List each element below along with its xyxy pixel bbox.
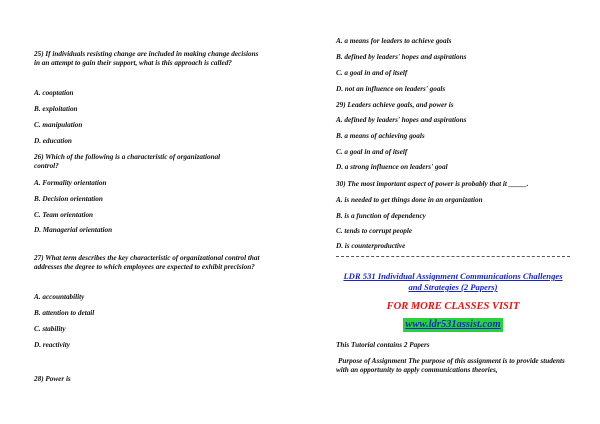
question-25-option-d: D. education <box>34 137 72 145</box>
question-25-text: 25) If individuals resisting change are included in making change decisions in an attempt to gain their support, what is this approach is called? <box>34 50 259 67</box>
question-27-option-b: B. attention to detail <box>34 309 95 317</box>
question-26-option-b: B. Decision orientation <box>34 195 103 203</box>
question-25-option-b: B. exploitation <box>34 105 78 113</box>
question-28-option-a: A. a means for leaders to achieve goals <box>336 37 452 45</box>
question-28-option-c: C. a goal in and of itself <box>336 69 408 77</box>
question-30-option-b: B. is a function of dependency <box>336 212 426 220</box>
question-25-option-a: A. cooptation <box>34 89 74 97</box>
question-29-option-b: B. a means of achieving goals <box>336 132 425 140</box>
website-wrapper <box>336 318 570 332</box>
question-30-text: 30) The most important aspect of power is probably that it _____. <box>336 180 529 188</box>
question-28-option-b: B. defined by leaders' hopes and aspirations <box>336 53 467 61</box>
section-divider <box>336 256 570 257</box>
question-27-text: 27) What term describes the key characteristic of organizational control that addresses the degree to which employees are expected to exhibit precision? <box>34 254 260 271</box>
question-26-option-a: A. Formality orientation <box>34 179 107 187</box>
question-29-text: 29) Leaders achieve goals, and power is <box>336 101 454 109</box>
question-29-option-a: A. defined by leaders' hopes and aspirations <box>336 116 467 124</box>
question-28-text: 28) Power is <box>34 375 71 383</box>
question-28-option-d: D. not an influence on leaders' goals <box>336 85 446 93</box>
question-25-option-c: C. manipulation <box>34 121 83 129</box>
question-26-option-d: D. Managerial orientation <box>34 226 113 234</box>
tutorial-contains-text: This Tutorial contains 2 Papers <box>336 341 430 349</box>
more-classes-heading: FOR MORE CLASSES VISIT <box>386 301 520 312</box>
question-26-option-c: C. Team orientation <box>34 211 94 219</box>
assignment-title-link[interactable]: LDR 531 Individual Assignment Communications Challenges and Strategies (2 Papers) <box>343 271 563 292</box>
website-link[interactable]: www.ldr531assist.com <box>405 319 501 330</box>
question-27-option-c: C. stability <box>34 325 66 333</box>
question-27-option-d: D. reactivity <box>34 341 70 349</box>
question-30-option-d: D. is counterproductive <box>336 242 406 250</box>
question-30-option-a: A. is needed to get things done in an organization <box>336 196 483 204</box>
question-29-option-d: D. a strong influence on leaders' goal <box>336 163 448 171</box>
question-27-option-a: A. accountability <box>34 293 85 301</box>
purpose-paragraph: Purpose of Assignment The purpose of this assignment is to provide students with an opportunity to apply communications theories, <box>336 357 565 374</box>
question-26-text: 26) Which of the following is a characteristic of organizational control? <box>34 153 221 170</box>
question-29-option-c: C. a goal in and of itself <box>336 148 408 156</box>
question-30-option-c: C. tends to corrupt people <box>336 227 413 235</box>
